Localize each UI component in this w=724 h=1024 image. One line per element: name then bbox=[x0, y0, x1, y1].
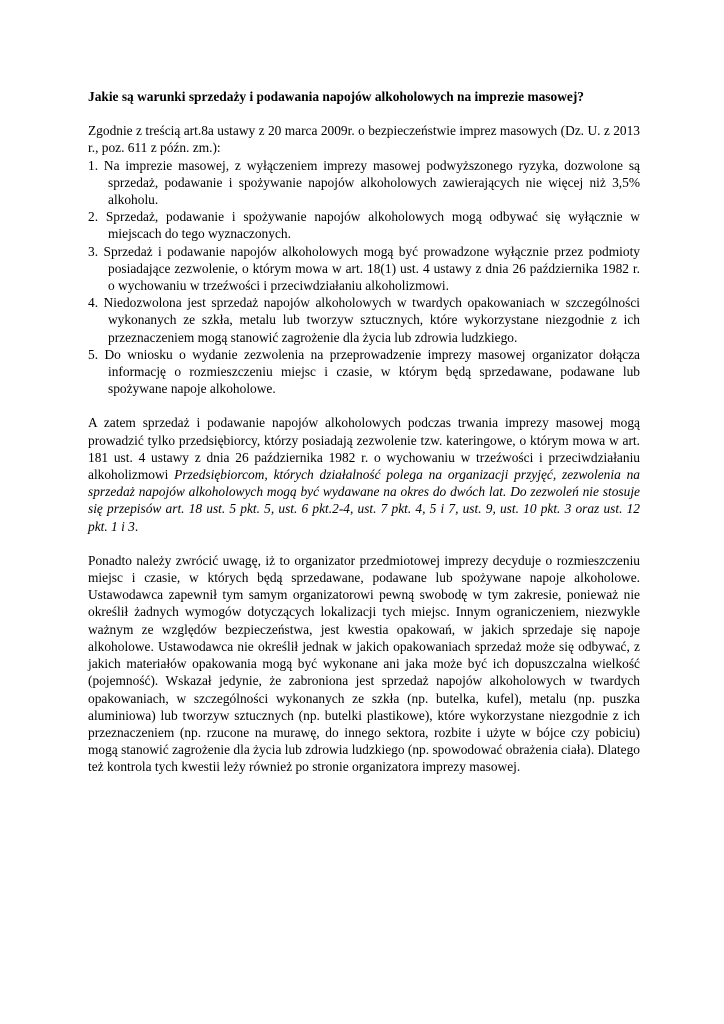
list-item bbox=[88, 294, 640, 346]
regulation-list bbox=[88, 157, 640, 398]
list-item bbox=[88, 157, 640, 209]
list-item bbox=[88, 243, 640, 295]
paragraph-spacer bbox=[88, 535, 640, 552]
intro-paragraph: Zgodnie z treścią art.8a ustawy z 20 marca 2009r. o bezpieczeństwie imprez masowych (Dz. U. z 2013 r., poz. 611 z późn. zm.): bbox=[88, 123, 640, 156]
list-item bbox=[88, 346, 640, 398]
catering-paragraph-text: A zatem sprzedaż i podawanie napojów alkoholowych podczas trwania imprezy masowej mogą prowadzić tylko przedsiębiorcy, którzy posiadają zezwolenie tzw. kateringowe, o którym mowa w art. 181 ust. 4 ustawy z dnia 26 października 1982 r. o wychowaniu w trzeźwości i przeciwdziałaniu alkoholizmowi bbox=[88, 415, 640, 483]
list-item-text: Sprzedaż, podawanie i spożywanie napojów alkoholowych mogą odbywać się wyłącznie w miejscach do tego wyznaczonych. bbox=[105, 209, 640, 242]
organizer-paragraph: Ponadto należy zwrócić uwagę, iż to organizator przedmiotowej imprezy decyduje o rozmieszczeniu miejsc i czasie, w których będą sprzedawane, podawane lub spożywane napoje alkoholowe. Ustawodawca zapewnił tym samym organizatorowi pewną swobodę w tym zakresie, ponieważ nie określił żadnych wymogów dotyczących lokalizacji tych miejsc. Innym ograniczeniem, niezwykle ważnym ze względów bezpieczeństwa, jest kwestia opakowań, w jakich sprzedaje się napoje alkoholowe. Ustawodawca nie określił jednak w jakich opakowaniach sprzedaż może się odbywać, z jakich materiałów opakowania mogą być wykonane ani jaka może być ich dopuszczalna wielkość (pojemność). Wskazał jedynie, że zabroniona jest sprzedaż napojów alkoholowych w twardych opakowaniach, w szczególności wykonanych ze szkła (np. butelka, kufel), metalu (np. puszka aluminiowa) lub tworzyw sztucznych (np. butelki plastikowe), które wykorzystane niezgodnie z ich przeznaczeniem (np. rzucone na murawę, do innego sektora, rozbite i użyte w bójce czy pobiciu) mogą stanowić zagrożenie dla życia lub zdrowia ludzkiego (np. spowodować obrażenia ciała). Dlatego też kontrola tych kwestii leży również po stronie organizatora imprezy masowej. bbox=[88, 552, 640, 775]
list-item-number: 4. bbox=[88, 295, 99, 311]
list-item-number: 3. bbox=[88, 243, 99, 259]
catering-paragraph-quote: Przedsiębiorcom, których działalność polega na organizacji przyjęć, zezwolenia na sprzedaż napojów alkoholowych mogą być wydawane na okres do dwóch lat. Do zezwoleń nie stosuje się przepisów art. 18 ust. 5 pkt. 5, ust. 6 pkt.2-4, ust. 7 pkt. 4, 5 i 7, ust. 9, ust. 10 pkt. 3 oraz ust. 12 pkt. 1 i 3 bbox=[88, 467, 640, 534]
list-item-text: Sprzedaż i podawanie napojów alkoholowych mogą być prowadzone wyłącznie przez podmioty posiadające zezwolenie, o którym mowa w art. 18(1) ust. 4 ustawy z dnia 26 października 1982 r. o wychowaniu w trzeźwości i przeciwdziałaniu alkoholizmowi. bbox=[103, 243, 640, 294]
list-item-text: Na imprezie masowej, z wyłączeniem imprezy masowej podwyższonego ryzyka, dozwolone są sprzedaż, podawanie i spożywanie napojów alkoholowych zawierających nie więcej niż 3,5% alkoholu. bbox=[103, 157, 640, 208]
catering-paragraph bbox=[88, 414, 640, 534]
document-heading: Jakie są warunki sprzedaży i podawania napojów alkoholowych na imprezie masowej? bbox=[88, 89, 584, 104]
list-item-text: Niedozwolona jest sprzedaż napojów alkoholowych w twardych opakowaniach w szczególności wykonanych ze szkła, metalu lub tworzyw sztucznych, które wykorzystane niezgodnie z ich przeznaczeniem mogą stanowić zagrożenie dla życia lub zdrowia ludzkiego. bbox=[103, 295, 640, 345]
list-item-number: 1. bbox=[88, 157, 99, 173]
catering-paragraph-end: . bbox=[134, 518, 139, 534]
list-item-number: 2. bbox=[88, 209, 99, 225]
list-item-number: 5. bbox=[88, 346, 99, 362]
list-item bbox=[88, 208, 640, 242]
document-page bbox=[88, 88, 640, 776]
list-item-text: Do wniosku o wydanie zezwolenia na przeprowadzenie imprezy masowej organizator dołącza informację o rozmieszczeniu miejsc i czasie, w którym będą sprzedawane, podawane lub spożywane napoje alkoholowe. bbox=[104, 346, 640, 397]
paragraph-spacer bbox=[88, 397, 640, 414]
